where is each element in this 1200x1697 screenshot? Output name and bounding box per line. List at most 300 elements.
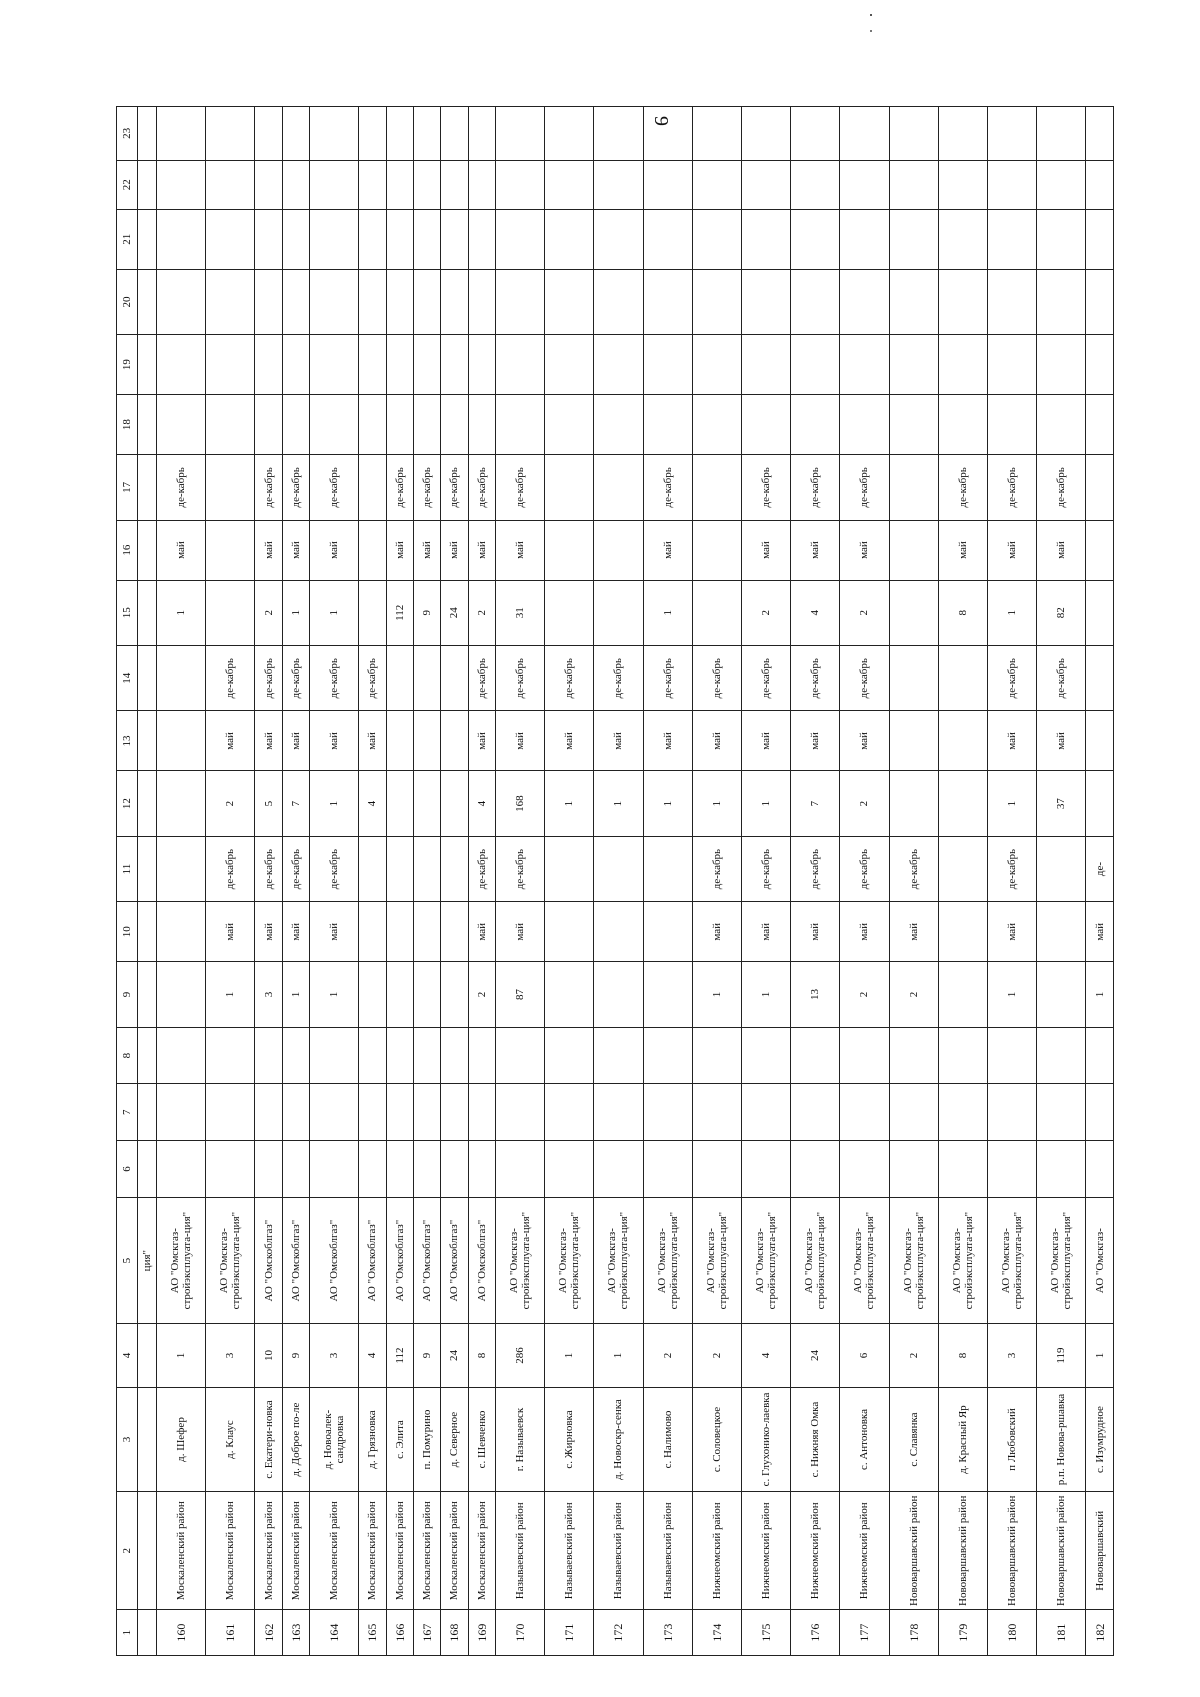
table-cell-c18	[310, 395, 359, 455]
table-cell-c20	[282, 269, 309, 334]
table-cell-c16: май	[938, 520, 987, 580]
table-cell-c21	[692, 209, 741, 269]
table-cell-c20	[359, 269, 386, 334]
table-cell-c20	[206, 269, 255, 334]
column-number-cell: 22	[117, 160, 138, 209]
table-cell-c18	[495, 395, 544, 455]
table-cell-c22	[206, 160, 255, 209]
table-cell-c4: 3	[206, 1324, 255, 1387]
table-cell-district: Нижнеомский район	[692, 1492, 741, 1610]
table-cell-c22	[1037, 160, 1086, 209]
table-cell-c18	[840, 395, 889, 455]
table-cell-c11: де-кабрь	[840, 836, 889, 901]
table-cell-c14	[386, 646, 413, 711]
table-cell-c18	[1037, 395, 1086, 455]
table-cell-c22	[840, 160, 889, 209]
table-row	[692, 107, 741, 1656]
table-cell-c13	[413, 711, 440, 771]
row-number-cell: 167	[413, 1610, 440, 1656]
table-cell-c23	[206, 107, 255, 161]
table-cell-c8	[255, 1027, 282, 1084]
table-cell-district: Нижнеомский район	[741, 1492, 790, 1610]
table-cell-c13: май	[545, 711, 594, 771]
table-row	[468, 107, 495, 1656]
table-cell-c16: май	[441, 520, 468, 580]
table-cell-c9	[545, 962, 594, 1027]
table-cell-c14: де-кабрь	[987, 646, 1036, 711]
table-cell-c15	[206, 580, 255, 645]
table-cell-c11: де-	[1086, 836, 1114, 901]
table-cell-c7	[495, 1084, 544, 1141]
table-cell-c10	[441, 902, 468, 962]
table-cell-c8	[594, 1027, 643, 1084]
table-cell-c21	[413, 209, 440, 269]
table-cell-c11: де-кабрь	[206, 836, 255, 901]
table-cell-c14: де-кабрь	[545, 646, 594, 711]
table-cell-c4: 4	[741, 1324, 790, 1387]
table-cell-c10	[643, 902, 692, 962]
table-cell-c20	[545, 269, 594, 334]
table-cell-c20	[840, 269, 889, 334]
table-cell-c14: де-кабрь	[643, 646, 692, 711]
table-cell-c16: май	[255, 520, 282, 580]
table-cell-org: АО "Омскоблгаз"	[386, 1197, 413, 1324]
table-cell-c13: май	[359, 711, 386, 771]
table-cell-c13	[938, 711, 987, 771]
table-cell-c13: май	[741, 711, 790, 771]
table-cell-c17	[206, 455, 255, 520]
table-cell-c20	[692, 269, 741, 334]
table-cell-c9: 2	[840, 962, 889, 1027]
column-number-cell: 18	[117, 395, 138, 455]
table-row	[1037, 107, 1086, 1656]
table-cell-c9: 2	[889, 962, 938, 1027]
table-cell-settlement: п. Помурино	[413, 1387, 440, 1492]
table-cell-c7	[206, 1084, 255, 1141]
table-cell-org: АО "Омскоблгаз"	[468, 1197, 495, 1324]
table-cell-c21	[741, 209, 790, 269]
table-cell-c7	[441, 1084, 468, 1141]
table-cell-c10	[594, 902, 643, 962]
table-cell-c17: де-кабрь	[840, 455, 889, 520]
table-cell-c11: де-кабрь	[741, 836, 790, 901]
row-number-cell: 171	[545, 1610, 594, 1656]
table-cell-c7	[282, 1084, 309, 1141]
table-cell-c10: май	[889, 902, 938, 962]
table-cell-district: Москаленский район	[413, 1492, 440, 1610]
table-cell-c17: де-кабрь	[386, 455, 413, 520]
table-cell-org: АО "Омскоблгаз"	[255, 1197, 282, 1324]
table-cell-c13: май	[987, 711, 1036, 771]
table-cell-c19	[889, 335, 938, 395]
table-cell-c21	[359, 209, 386, 269]
table-cell-district: Называевский район	[643, 1492, 692, 1610]
table-cell-c8	[206, 1027, 255, 1084]
table-cell-c21	[468, 209, 495, 269]
table-cell-c4: 1	[1086, 1324, 1114, 1387]
table-cell-c16	[594, 520, 643, 580]
table-cell-c18	[1086, 395, 1114, 455]
table-cell-district: Москаленский район	[359, 1492, 386, 1610]
table-cell-c20	[889, 269, 938, 334]
table-cell-c12	[386, 771, 413, 836]
table-cell-c11	[441, 836, 468, 901]
table-cell-c17	[1086, 455, 1114, 520]
table-cell-c4: 1	[545, 1324, 594, 1387]
table-cell-c11	[413, 836, 440, 901]
table-cell-c8	[495, 1027, 544, 1084]
table-cell-c19	[594, 335, 643, 395]
table-row	[545, 107, 594, 1656]
table-cell-c12: 1	[594, 771, 643, 836]
table-row	[987, 107, 1036, 1656]
table-cell-c12: 4	[359, 771, 386, 836]
table-cell-c20	[643, 269, 692, 334]
table-cell-settlement: п Любовский	[987, 1387, 1036, 1492]
table-cell-c4: 2	[889, 1324, 938, 1387]
table-cell-c14: де-кабрь	[359, 646, 386, 711]
column-number-cell: 16	[117, 520, 138, 580]
table-cell-c22	[545, 160, 594, 209]
table-cell-c22	[791, 160, 840, 209]
table-cell-c13: май	[840, 711, 889, 771]
table-cell-c21	[282, 209, 309, 269]
table-cell-org: АО "Омскоблгаз"	[359, 1197, 386, 1324]
row-number-cell: 179	[938, 1610, 987, 1656]
table-cell-c18	[386, 395, 413, 455]
table-cell-c6	[468, 1141, 495, 1198]
table-cell-settlement: с. Налимово	[643, 1387, 692, 1492]
table-cell-c8	[1086, 1027, 1114, 1084]
table-cell-c14: де-кабрь	[840, 646, 889, 711]
table-cell-c4: 2	[643, 1324, 692, 1387]
table-cell-c14: де-кабрь	[468, 646, 495, 711]
table-cell-c19	[468, 335, 495, 395]
table-cell-c18	[206, 395, 255, 455]
table-cell-settlement: д. Шефер	[157, 1387, 206, 1492]
table-cell-c17: де-кабрь	[413, 455, 440, 520]
table-cell-c14: де-кабрь	[206, 646, 255, 711]
table-cell-c18	[255, 395, 282, 455]
table-cell-c10	[1037, 902, 1086, 962]
table-cell-c12	[413, 771, 440, 836]
table-cell-c7	[1037, 1084, 1086, 1141]
table-cell-c13: май	[643, 711, 692, 771]
table-cell-c17: де-кабрь	[468, 455, 495, 520]
table-cell-c12: 1	[643, 771, 692, 836]
column-number-cell: 20	[117, 269, 138, 334]
table-cell-c23	[692, 107, 741, 161]
table-cell-c4: 286	[495, 1324, 544, 1387]
table-cell-c9	[157, 962, 206, 1027]
column-number-cell: 14	[117, 646, 138, 711]
column-number-cell: 15	[117, 580, 138, 645]
table-row	[791, 107, 840, 1656]
row-number-cell: 173	[643, 1610, 692, 1656]
table-cell-c20	[1037, 269, 1086, 334]
table-cell-c8	[157, 1027, 206, 1084]
table-cell-org: АО "Омскгаз-стройэксплуата-ция"	[545, 1197, 594, 1324]
table-cell-c8	[1037, 1027, 1086, 1084]
table-cell-org: АО "Омскгаз-стройэксплуата-ция"	[692, 1197, 741, 1324]
table-cell-c22	[157, 160, 206, 209]
table-cell-c23	[495, 107, 544, 161]
table-cell-c10	[938, 902, 987, 962]
table-cell-c9	[938, 962, 987, 1027]
table-cell-c10: май	[692, 902, 741, 962]
table-cell-c13: май	[692, 711, 741, 771]
table-cell-c7	[386, 1084, 413, 1141]
table-cell-district: Нововаршавский район	[987, 1492, 1036, 1610]
table-row	[840, 107, 889, 1656]
table-cell-c10: май	[495, 902, 544, 962]
table-cell-c11: де-кабрь	[255, 836, 282, 901]
table-cell-c11: де-кабрь	[495, 836, 544, 901]
table-cell-c15: 1	[282, 580, 309, 645]
table-cell-c15: 9	[413, 580, 440, 645]
table-cell-c23	[386, 107, 413, 161]
table-cell-settlement: с. Жирновка	[545, 1387, 594, 1492]
table-cell-c6	[938, 1141, 987, 1198]
table-cell-c15: 2	[741, 580, 790, 645]
table-cell-c7	[840, 1084, 889, 1141]
column-number-cell: 4	[117, 1324, 138, 1387]
table-cell-c15: 2	[840, 580, 889, 645]
table-cell-c14: де-кабрь	[282, 646, 309, 711]
table-cell-c6	[1086, 1141, 1114, 1198]
table-cell-c15	[889, 580, 938, 645]
table-cell-c6	[791, 1141, 840, 1198]
table-cell-c12: 1	[310, 771, 359, 836]
table-cell-c18	[545, 395, 594, 455]
page-number: 9	[650, 116, 672, 126]
table-cell-c9: 1	[692, 962, 741, 1027]
table-cell-c21	[840, 209, 889, 269]
table-cell-c19	[1086, 335, 1114, 395]
column-number-cell: 7	[117, 1084, 138, 1141]
table-cell-c18	[157, 395, 206, 455]
table-cell-c6	[545, 1141, 594, 1198]
table-cell-c12	[441, 771, 468, 836]
table-cell-c15: 8	[938, 580, 987, 645]
table-cell-c12: 37	[1037, 771, 1086, 836]
table-cell-c18	[594, 395, 643, 455]
table-row	[495, 107, 544, 1656]
table-cell-c16	[206, 520, 255, 580]
table-cell-c4: 24	[441, 1324, 468, 1387]
table-cell-c11	[1037, 836, 1086, 901]
table-cell-c23	[1037, 107, 1086, 161]
table-cell-c13	[441, 711, 468, 771]
table-cell-c23	[594, 107, 643, 161]
table-cell-c12: 7	[791, 771, 840, 836]
table-cell-org: АО "Омскоблгаз"	[441, 1197, 468, 1324]
column-number-cell: 6	[117, 1141, 138, 1198]
gas-equipment-schedule-table	[116, 106, 1114, 1656]
table-cell-c22	[386, 160, 413, 209]
table-body	[117, 107, 1114, 1656]
row-number-cell: 175	[741, 1610, 790, 1656]
table-cell-c14: де-кабрь	[1037, 646, 1086, 711]
table-cell-c19	[310, 335, 359, 395]
table-cell-c13: май	[255, 711, 282, 771]
table-cell-c23	[282, 107, 309, 161]
table-cell-c4: 9	[282, 1324, 309, 1387]
table-cell-c17: де-кабрь	[643, 455, 692, 520]
table-cell-c12: 168	[495, 771, 544, 836]
table-cell-c11	[545, 836, 594, 901]
table-cell-c14	[441, 646, 468, 711]
table-row	[1086, 107, 1114, 1656]
table-cell-c13	[889, 711, 938, 771]
table-cell-c15: 1	[310, 580, 359, 645]
column-number-cell: 17	[117, 455, 138, 520]
table-cell-c16	[1086, 520, 1114, 580]
table-cell-c16: май	[741, 520, 790, 580]
table-cell-c6	[441, 1141, 468, 1198]
table-cell-c20	[938, 269, 987, 334]
table-cell-settlement: с. Шевченко	[468, 1387, 495, 1492]
table-cell-c22	[594, 160, 643, 209]
table-cell-c17: де-кабрь	[987, 455, 1036, 520]
table-cell-org: АО "Омскоблгаз"	[282, 1197, 309, 1324]
table-cell-c15: 31	[495, 580, 544, 645]
table-cell-org: АО "Омскоблгаз"	[413, 1197, 440, 1324]
table-cell-c8	[282, 1027, 309, 1084]
row-number-cell: 172	[594, 1610, 643, 1656]
table-cell-c9	[594, 962, 643, 1027]
table-cell-c14: де-кабрь	[594, 646, 643, 711]
table-cell-c23	[255, 107, 282, 161]
table-cell-c4: 24	[791, 1324, 840, 1387]
table-cell-c4: 2	[692, 1324, 741, 1387]
table-cell-c7	[255, 1084, 282, 1141]
table-cell-c4: 1	[157, 1324, 206, 1387]
column-number-row	[117, 107, 138, 1656]
table-cell-c11	[359, 836, 386, 901]
table-cell-c19	[441, 335, 468, 395]
table-cell-c7	[413, 1084, 440, 1141]
table-cell-c11: де-кабрь	[310, 836, 359, 901]
table-cell-c21	[310, 209, 359, 269]
table-cell-c10: май	[468, 902, 495, 962]
scan-speck	[870, 30, 872, 32]
table-cell-c22	[255, 160, 282, 209]
scan-speck	[870, 14, 872, 16]
table-cell-c21	[594, 209, 643, 269]
table-cell-c16	[545, 520, 594, 580]
table-cell-c7	[643, 1084, 692, 1141]
table-cell-c6	[889, 1141, 938, 1198]
table-cell-c9	[643, 962, 692, 1027]
column-number-cell: 5	[117, 1197, 138, 1324]
table-cell-c7	[468, 1084, 495, 1141]
table-cell-c19	[495, 335, 544, 395]
table-cell-c20	[468, 269, 495, 334]
table-cell-c10: май	[1086, 902, 1114, 962]
table-cell-c22	[441, 160, 468, 209]
table-cell-c21	[938, 209, 987, 269]
table-cell-c19	[386, 335, 413, 395]
table-cell-c9	[1037, 962, 1086, 1027]
table-cell-c10: май	[791, 902, 840, 962]
row-number-cell: 170	[495, 1610, 544, 1656]
table-cell-c13	[157, 711, 206, 771]
table-cell-c21	[643, 209, 692, 269]
table-cell-district: Москаленский район	[157, 1492, 206, 1610]
table-cell-settlement: д. Новоскр-сенка	[594, 1387, 643, 1492]
table-cell-c10	[413, 902, 440, 962]
table-cell-c22	[310, 160, 359, 209]
table-cell-district: Нижнеомский район	[791, 1492, 840, 1610]
table-cell-c19	[741, 335, 790, 395]
table-cell-c17: де-кабрь	[255, 455, 282, 520]
table-cell-c21	[157, 209, 206, 269]
row-number-cell: 168	[441, 1610, 468, 1656]
table-cell-c14: де-кабрь	[692, 646, 741, 711]
table-cell-c17	[359, 455, 386, 520]
table-cell-c20	[791, 269, 840, 334]
table-cell-c23	[643, 107, 692, 161]
table-cell-c9: 1	[987, 962, 1036, 1027]
table-cell-c21	[206, 209, 255, 269]
table-cell-c19	[1037, 335, 1086, 395]
row-number-cell: 176	[791, 1610, 840, 1656]
table-cell-c15	[545, 580, 594, 645]
table-cell-org: АО "Омскгаз-стройэксплуата-ция"	[157, 1197, 206, 1324]
table-cell-district: Москаленский район	[255, 1492, 282, 1610]
table-cell-c17	[692, 455, 741, 520]
table-cell-c20	[1086, 269, 1114, 334]
table-cell-c6	[643, 1141, 692, 1198]
table-cell-c11: де-кабрь	[791, 836, 840, 901]
table-cell-c9: 2	[468, 962, 495, 1027]
table-cell-c14: де-кабрь	[495, 646, 544, 711]
table-cell-c22	[1086, 160, 1114, 209]
table-cell-district: Называевский район	[545, 1492, 594, 1610]
table-cell-c23	[987, 107, 1036, 161]
table-cell-c8	[840, 1027, 889, 1084]
table-cell-org: АО "Омскгаз-стройэксплуата-ция"	[791, 1197, 840, 1324]
column-number-cell: 3	[117, 1387, 138, 1492]
table-cell-c10	[545, 902, 594, 962]
column-number-cell: 10	[117, 902, 138, 962]
table-cell-c22	[495, 160, 544, 209]
table-row	[255, 107, 282, 1656]
table-cell-c10	[359, 902, 386, 962]
table-cell-c22	[938, 160, 987, 209]
table-cell-settlement: д. Красный Яр	[938, 1387, 987, 1492]
table-cell-c15: 82	[1037, 580, 1086, 645]
table-row	[413, 107, 440, 1656]
table-cell-c18	[692, 395, 741, 455]
row-number-cell: 180	[987, 1610, 1036, 1656]
table-cell-district: Нововаршавский район	[889, 1492, 938, 1610]
table-row	[359, 107, 386, 1656]
table-cell-c6	[840, 1141, 889, 1198]
table-cell-c16: май	[987, 520, 1036, 580]
table-cell-c11: де-кабрь	[987, 836, 1036, 901]
row-number-cell: 165	[359, 1610, 386, 1656]
table-cell-c11: де-кабрь	[282, 836, 309, 901]
table-cell-c6	[413, 1141, 440, 1198]
table-cell-c8	[386, 1027, 413, 1084]
table-cell-c17	[545, 455, 594, 520]
table-cell-c17	[594, 455, 643, 520]
table-cell-org: АО "Омскгаз-стройэксплуата-ция"	[987, 1197, 1036, 1324]
table-cell-settlement: с. Нижняя Омка	[791, 1387, 840, 1492]
table-cell-c14	[1086, 646, 1114, 711]
